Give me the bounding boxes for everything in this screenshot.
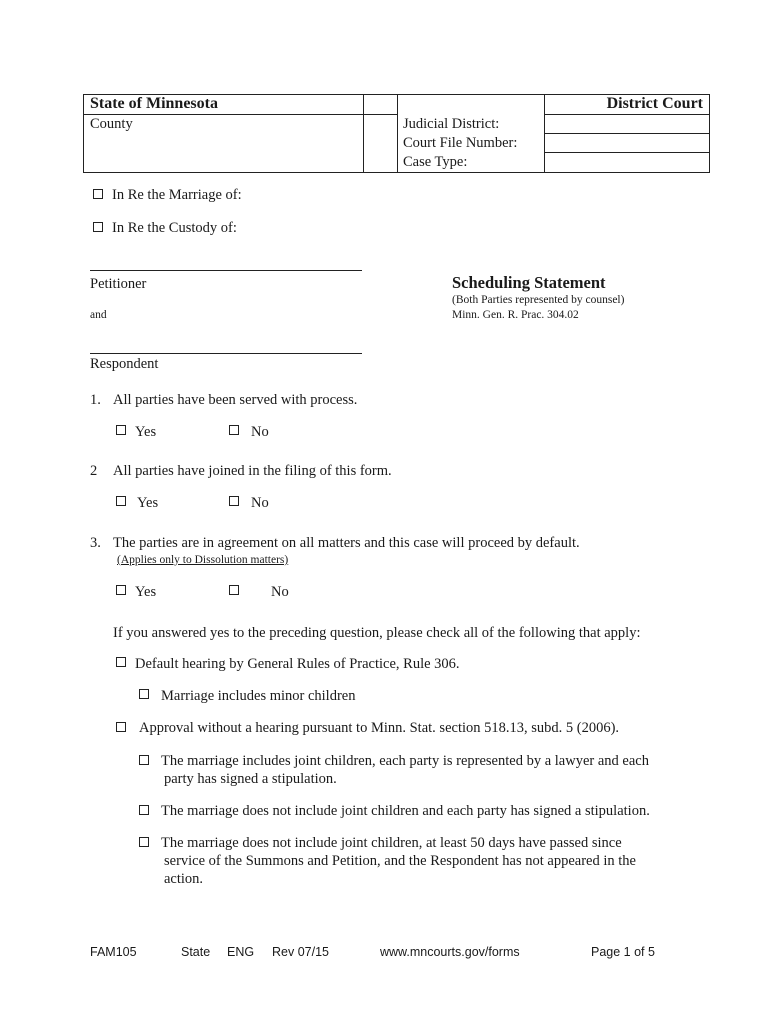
- q3-no-label: No: [271, 584, 289, 600]
- no-joint-50-days-label-line1: The marriage does not include joint children, at least 50 days have passed since: [161, 835, 622, 851]
- q2-no-label: No: [251, 495, 269, 511]
- footer-page-number: Page 1 of 5: [591, 945, 655, 959]
- form-title: Scheduling Statement: [452, 273, 606, 292]
- form-subtitle: (Both Parties represented by counsel): [452, 294, 625, 306]
- court-name: District Court: [606, 95, 703, 112]
- judicial-district-field[interactable]: [545, 115, 708, 132]
- petitioner-label: Petitioner: [90, 276, 147, 292]
- respondent-label: Respondent: [90, 356, 159, 372]
- q2-yes-label: Yes: [137, 495, 159, 511]
- caption-table: [83, 94, 710, 173]
- followup-intro: If you answered yes to the preceding question, please check all of the following that apply:: [113, 625, 641, 641]
- table-divider: [84, 114, 363, 115]
- table-divider: [363, 95, 364, 172]
- footer-url: www.mncourts.gov/forms: [380, 945, 520, 959]
- default-hearing-checkbox[interactable]: [116, 657, 126, 667]
- minor-children-checkbox[interactable]: [139, 689, 149, 699]
- petitioner-signature-line[interactable]: [90, 270, 362, 271]
- footer-form-id: FAM105: [90, 945, 137, 959]
- footer-lang: ENG: [227, 945, 255, 959]
- q1-yes-checkbox[interactable]: [116, 425, 126, 435]
- question-2-number: 2: [90, 463, 98, 479]
- q1-no-checkbox[interactable]: [229, 425, 239, 435]
- q2-no-checkbox[interactable]: [229, 496, 239, 506]
- table-divider: [363, 114, 397, 115]
- question-3-note: (Applies only to Dissolution matters): [117, 554, 289, 566]
- question-2-text: All parties have joined in the filing of this form.: [113, 463, 392, 479]
- custody-label: In Re the Custody of:: [112, 220, 237, 236]
- q3-yes-label: Yes: [135, 584, 157, 600]
- footer-state: State: [181, 945, 211, 959]
- judicial-district-label: Judicial District:: [403, 116, 500, 132]
- county-label: County: [90, 116, 133, 132]
- question-1-text: All parties have been served with process.: [113, 392, 358, 408]
- default-hearing-label: Default hearing by General Rules of Practice, Rule 306.: [135, 656, 460, 672]
- state-name: State of Minnesota: [90, 95, 218, 112]
- marriage-label: In Re the Marriage of:: [112, 187, 242, 203]
- q1-no-label: No: [251, 424, 269, 440]
- court-file-number-label: Court File Number:: [403, 135, 518, 151]
- joint-children-checkbox[interactable]: [139, 755, 149, 765]
- joint-children-label-line1: The marriage includes joint children, each party is represented by a lawyer and each: [161, 753, 649, 769]
- question-3-text: The parties are in agreement on all matters and this case will proceed by default.: [113, 535, 580, 551]
- q2-yes-checkbox[interactable]: [116, 496, 126, 506]
- approval-label: Approval without a hearing pursuant to Minn. Stat. section 518.13, subd. 5 (2006).: [139, 720, 620, 736]
- case-type-label: Case Type:: [403, 154, 468, 170]
- no-joint-50-days-label-line2: service of the Summons and Petition, and the Respondent has not appeared in the: [164, 853, 636, 869]
- q3-no-checkbox[interactable]: [229, 585, 239, 595]
- joint-children-label-line2: party has signed a stipulation.: [164, 771, 337, 787]
- no-joint-stipulation-label: The marriage does not include joint children and each party has signed a stipulation.: [161, 803, 650, 819]
- respondent-signature-line[interactable]: [90, 353, 362, 354]
- no-joint-50-days-label-line3: action.: [164, 871, 204, 887]
- no-joint-stipulation-checkbox[interactable]: [139, 805, 149, 815]
- custody-checkbox[interactable]: [93, 222, 103, 232]
- no-joint-50-days-checkbox[interactable]: [139, 837, 149, 847]
- approval-checkbox[interactable]: [116, 722, 126, 732]
- footer-revision: Rev 07/15: [272, 945, 329, 959]
- q3-yes-checkbox[interactable]: [116, 585, 126, 595]
- rule-reference: Minn. Gen. R. Prac. 304.02: [452, 309, 579, 321]
- question-3-number: 3.: [90, 535, 101, 551]
- court-file-number-field[interactable]: [545, 134, 708, 151]
- question-1-number: 1.: [90, 392, 101, 408]
- table-divider: [397, 95, 398, 172]
- marriage-checkbox[interactable]: [93, 189, 103, 199]
- case-type-field[interactable]: [545, 153, 708, 170]
- and-label: and: [90, 309, 107, 321]
- q1-yes-label: Yes: [135, 424, 157, 440]
- minor-children-label: Marriage includes minor children: [161, 688, 356, 704]
